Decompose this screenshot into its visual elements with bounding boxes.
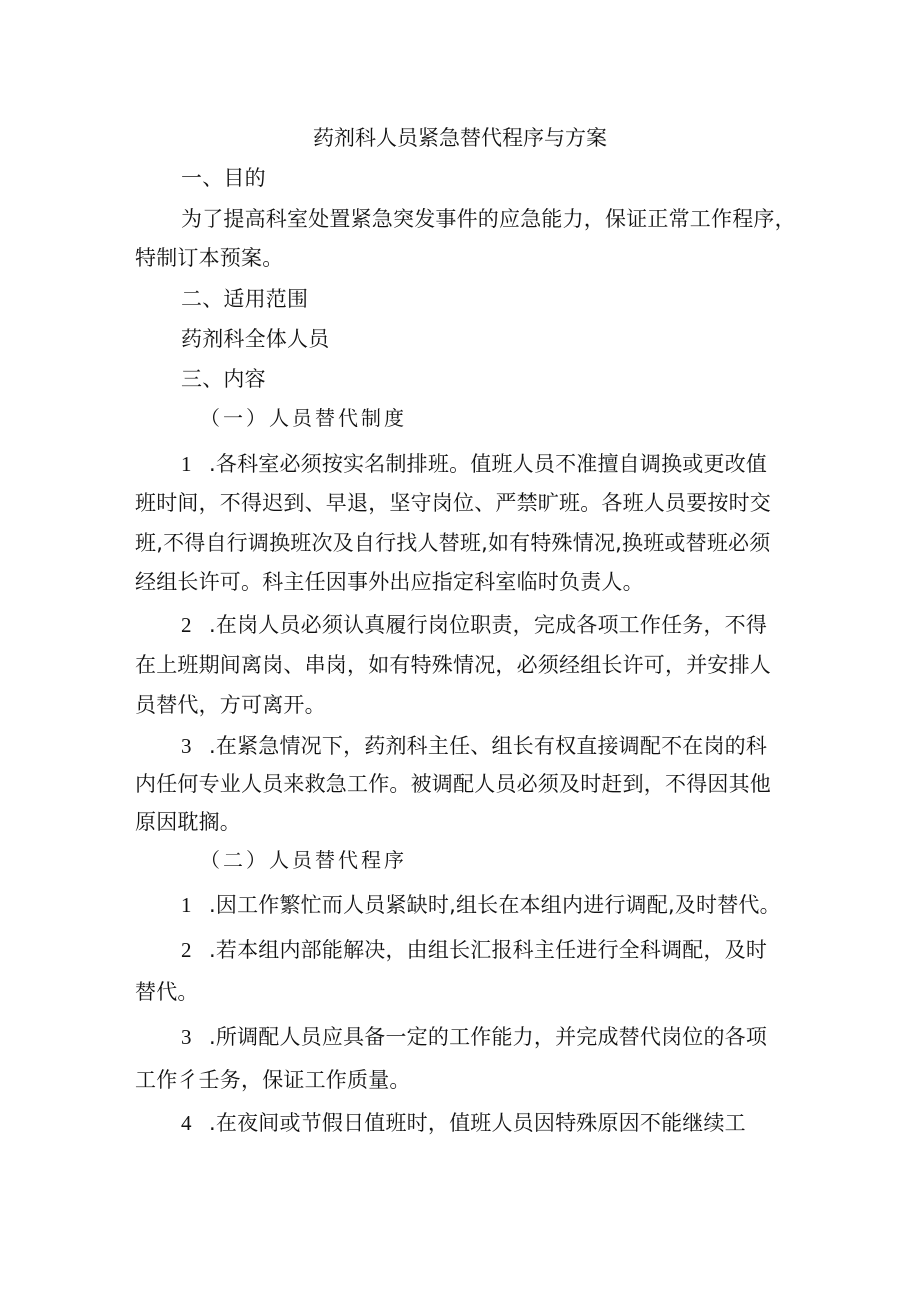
scope-paragraph: 药剂科全体人员 (181, 327, 330, 351)
substitution-procedure-item-2-line-2: 替代。 (135, 980, 199, 1004)
substitution-system-item-2-line-2: 在上班期间离岗、串岗，如有特殊情况，必须经组长许可，并安排人 (135, 653, 771, 677)
item-number: 1 (181, 893, 192, 917)
substitution-system-item-1-line-3: 班,不得自行调换班次及自行找人替班,如有特殊情况,换班或替班必须 (135, 531, 771, 555)
item-number: 2 (181, 938, 192, 962)
purpose-paragraph-line-1: 为了提高科室处置紧急突发事件的应急能力，保证正常工作程序， (181, 207, 796, 231)
substitution-procedure-item-2-line-1 (181, 934, 767, 966)
substitution-system-item-3-line-2: 内任何专业人员来救急工作。被调配人员必须及时赶到，不得因其他 (135, 772, 771, 796)
substitution-procedure-item-3-line-2: 工作彳壬务，保证工作质量。 (135, 1068, 411, 1092)
item-number: 1 (181, 452, 192, 476)
item-number: 3 (181, 1025, 192, 1049)
item-text: .在夜间或节假日值班时，值班人员因特殊原因不能继续工 (209, 1111, 746, 1135)
section-heading-content: 三、内容 (181, 367, 266, 391)
item-text: .在紧急情况下，药剂科主任、组长有权直接调配不在岗的科 (209, 734, 768, 758)
item-text: .在岗人员必须认真履行岗位职责，完成各项工作任务，不得 (209, 613, 768, 637)
item-text: .所调配人员应具备一定的工作能力，并完成替代岗位的各项 (209, 1025, 768, 1049)
substitution-system-item-2-line-1 (181, 609, 767, 641)
item-number: 2 (181, 613, 192, 637)
substitution-system-item-3-line-1 (181, 730, 767, 762)
purpose-paragraph-line-2: 特制订本预案。 (135, 246, 284, 270)
subsection-heading-substitution-system: （一）人员替代制度 (200, 406, 407, 430)
item-text: .因工作繁忙而人员紧缺时,组长在本组内进行调配,及时替代。 (209, 893, 781, 917)
subsection-heading-substitution-procedure: （二）人员替代程序 (200, 848, 407, 872)
substitution-system-item-3-line-3: 原因耽搁。 (135, 810, 241, 834)
substitution-system-item-1-line-1 (181, 448, 767, 480)
section-heading-purpose: 一、目的 (181, 166, 266, 190)
substitution-system-item-2-line-3: 员替代，方可离开。 (135, 693, 326, 717)
item-number: 4 (181, 1111, 192, 1135)
substitution-system-item-1-line-2: 班时间，不得迟到、早退，坚守岗位、严禁旷班。各班人员要按时交 (135, 491, 771, 515)
substitution-procedure-item-3-line-1 (181, 1021, 767, 1053)
substitution-system-item-1-line-4: 经组长许可。科主任因事外出应指定科室临时负责人。 (135, 570, 644, 594)
item-text: .若本组内部能解决，由组长汇报科主任进行全科调配，及时 (209, 938, 768, 962)
item-text: .各科室必须按实名制排班。值班人员不准擅自调换或更改值 (209, 452, 768, 476)
item-number: 3 (181, 734, 192, 758)
substitution-procedure-item-1-line-1 (181, 889, 781, 921)
section-heading-scope: 二、适用范围 (181, 287, 309, 311)
document-title: 药剂科人员紧急替代程序与方案 (313, 126, 607, 150)
substitution-procedure-item-4-line-1 (181, 1107, 746, 1139)
